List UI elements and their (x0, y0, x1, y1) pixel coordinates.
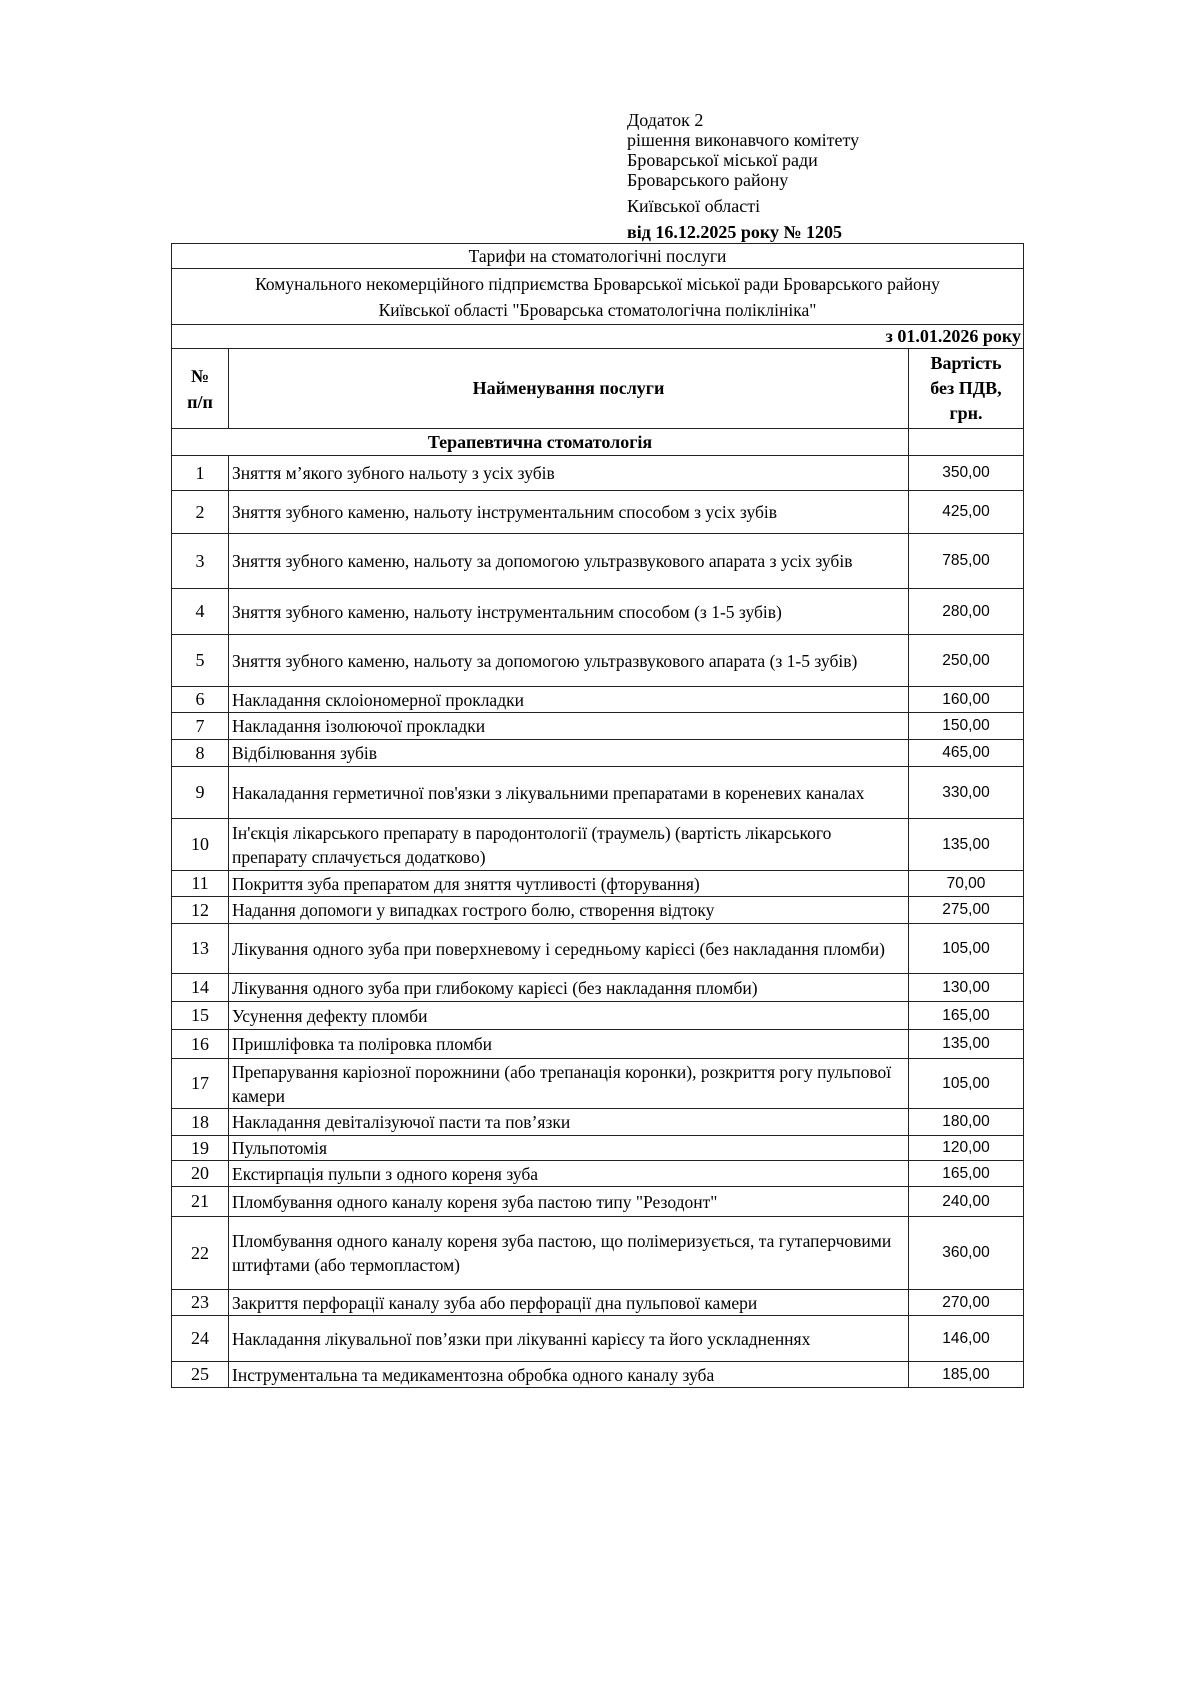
service-price: 280,00 (909, 589, 1024, 635)
table-title-row (172, 244, 1024, 269)
service-price: 160,00 (909, 687, 1024, 713)
row-number: 13 (172, 924, 229, 974)
table-row (172, 1316, 1024, 1362)
row-number: 2 (172, 491, 229, 534)
column-header-row (172, 349, 1024, 429)
table-row (172, 740, 1024, 767)
service-price: 465,00 (909, 740, 1024, 767)
service-price: 165,00 (909, 1161, 1024, 1187)
service-name: Накаладання герметичної пов'язки з лікувальними препаратами в кореневих каналах (229, 767, 909, 819)
service-price: 105,00 (909, 1059, 1024, 1109)
row-number: 12 (172, 897, 229, 924)
service-name: Пломбування одного каналу кореня зуба пастою, що полімеризується, та гутаперчовими штифтами (або термопластом) (229, 1217, 909, 1290)
section-price-empty (909, 429, 1024, 456)
organization-line-1: Комунального некомерційного підприємства Броварської міської ради Броварського району (255, 273, 940, 294)
price-header-line-3: грн. (949, 403, 983, 423)
decision-date-number: від 16.12.2025 року № 1205 (627, 222, 843, 242)
table-row (172, 1059, 1024, 1109)
table-row (172, 871, 1024, 897)
service-name: Усунення дефекту пломби (229, 1002, 909, 1030)
table-row (172, 1109, 1024, 1136)
service-price: 150,00 (909, 713, 1024, 740)
region-line: Київської області (627, 196, 761, 216)
effective-date: з 01.01.2026 року (172, 325, 1024, 349)
table-row (172, 897, 1024, 924)
tariff-table (171, 243, 1024, 1388)
service-name: Зняття зубного каменю, нальоту інструментальним способом з усіх зубів (229, 491, 909, 534)
service-price: 275,00 (909, 897, 1024, 924)
row-number: 16 (172, 1030, 229, 1059)
row-number: 9 (172, 767, 229, 819)
appendix-label: Додаток 2 (627, 110, 704, 130)
service-price: 270,00 (909, 1290, 1024, 1316)
service-price: 250,00 (909, 635, 1024, 687)
service-name: Лікування одного зуба при поверхневому і середньому карієсі (без накладання пломби) (229, 924, 909, 974)
service-name: Пришліфовка та поліровка пломби (229, 1030, 909, 1059)
service-name: Накладання лікувальної пов’язки при лікуванні карієсу та його ускладненнях (229, 1316, 909, 1362)
service-name: Лікування одного зуба при глибокому карієсі (без накладання пломби) (229, 974, 909, 1002)
service-name: Відбілювання зубів (229, 740, 909, 767)
table-row (172, 1187, 1024, 1217)
row-number: 4 (172, 589, 229, 635)
district-line: Броварського району (627, 170, 789, 190)
service-price: 330,00 (909, 767, 1024, 819)
service-price: 120,00 (909, 1136, 1024, 1161)
table-row (172, 974, 1024, 1002)
row-number: 14 (172, 974, 229, 1002)
row-number: 11 (172, 871, 229, 897)
service-price: 185,00 (909, 1362, 1024, 1388)
column-header-number (172, 349, 229, 429)
service-price: 105,00 (909, 924, 1024, 974)
table-row (172, 534, 1024, 589)
service-price: 135,00 (909, 819, 1024, 871)
service-price: 785,00 (909, 534, 1024, 589)
row-number: 6 (172, 687, 229, 713)
table-row (172, 819, 1024, 871)
service-name: Зняття зубного каменю, нальоту інструментальним способом (з 1-5 зубів) (229, 589, 909, 635)
service-name: Надання допомоги у випадках гострого болю, створення відтоку (229, 897, 909, 924)
service-price: 130,00 (909, 974, 1024, 1002)
row-number: 7 (172, 713, 229, 740)
row-number: 18 (172, 1109, 229, 1136)
table-row (172, 1290, 1024, 1316)
service-name: Пломбування одного каналу кореня зуба пастою типу "Резодонт" (229, 1187, 909, 1217)
row-number: 17 (172, 1059, 229, 1109)
service-name: Пульпотомія (229, 1136, 909, 1161)
service-price: 146,00 (909, 1316, 1024, 1362)
row-number: 10 (172, 819, 229, 871)
table-row (172, 456, 1024, 491)
service-price: 360,00 (909, 1217, 1024, 1290)
council-line: Броварської міської ради (627, 150, 818, 170)
service-name: Інструментальна та медикаментозна обробка одного каналу зуба (229, 1362, 909, 1388)
service-name: Покриття зуба препаратом для зняття чутливості (фторування) (229, 871, 909, 897)
service-price: 180,00 (909, 1109, 1024, 1136)
table-row (172, 635, 1024, 687)
service-name: Зняття зубного каменю, нальоту за допомогою ультразвукового апарата з усіх зубів (229, 534, 909, 589)
table-row (172, 491, 1024, 534)
table-row (172, 713, 1024, 740)
service-price: 165,00 (909, 1002, 1024, 1030)
price-header-line-2: без ПДВ, (930, 378, 1002, 398)
service-name: Екстирпація пульпи з одного кореня зуба (229, 1161, 909, 1187)
effective-date-row (172, 325, 1024, 349)
table-row (172, 1136, 1024, 1161)
table-title: Тарифи на стоматологічні послуги (172, 244, 1024, 269)
table-row (172, 1217, 1024, 1290)
service-price: 350,00 (909, 456, 1024, 491)
service-name: Накладання склоіономерної прокладки (229, 687, 909, 713)
table-row (172, 1030, 1024, 1059)
table-row (172, 687, 1024, 713)
row-number: 15 (172, 1002, 229, 1030)
service-price: 425,00 (909, 491, 1024, 534)
table-row (172, 1362, 1024, 1388)
row-number: 25 (172, 1362, 229, 1388)
table-row (172, 1002, 1024, 1030)
service-name: Препарування каріозної порожнини (або трепанація коронки), розкриття рогу пульпової камери (229, 1059, 909, 1109)
column-header-price (909, 349, 1024, 429)
row-number: 3 (172, 534, 229, 589)
row-number: 8 (172, 740, 229, 767)
organization-name (172, 269, 1024, 325)
service-price: 240,00 (909, 1187, 1024, 1217)
row-number: 1 (172, 456, 229, 491)
table-row (172, 924, 1024, 974)
table-row (172, 1161, 1024, 1187)
column-header-name: Найменування послуги (229, 349, 909, 429)
service-price: 135,00 (909, 1030, 1024, 1059)
organization-line-2: Київської області "Броварська стоматологічна поліклініка" (378, 299, 817, 320)
organization-row (172, 269, 1024, 325)
number-sign: № (190, 365, 210, 386)
row-number: 20 (172, 1161, 229, 1187)
row-number: 24 (172, 1316, 229, 1362)
service-price: 70,00 (909, 871, 1024, 897)
row-number: 23 (172, 1290, 229, 1316)
row-number: 19 (172, 1136, 229, 1161)
table-row (172, 589, 1024, 635)
service-name: Закриття перфорації каналу зуба або перфорації дна пульпової камери (229, 1290, 909, 1316)
price-header-line-1: Вартість (930, 353, 1002, 373)
number-abbr: п/п (187, 391, 213, 412)
service-name: Накладання ізолюючої прокладки (229, 713, 909, 740)
row-number: 21 (172, 1187, 229, 1217)
section-title: Терапевтична стоматологія (172, 429, 909, 456)
service-name: Зняття м’якого зубного нальоту з усіх зубів (229, 456, 909, 491)
row-number: 5 (172, 635, 229, 687)
document-header (627, 110, 859, 242)
table-row (172, 767, 1024, 819)
service-name: Накладання девіталізуючої пасти та пов’язки (229, 1109, 909, 1136)
row-number: 22 (172, 1217, 229, 1290)
service-name: Ін'єкція лікарського препарату в пародонтології (траумель) (вартість лікарського препарату сплачується додатково) (229, 819, 909, 871)
decision-line: рішення виконавчого комітету (627, 130, 860, 150)
service-name: Зняття зубного каменю, нальоту за допомогою ультразвукового апарата (з 1-5 зубів) (229, 635, 909, 687)
section-row (172, 429, 1024, 456)
